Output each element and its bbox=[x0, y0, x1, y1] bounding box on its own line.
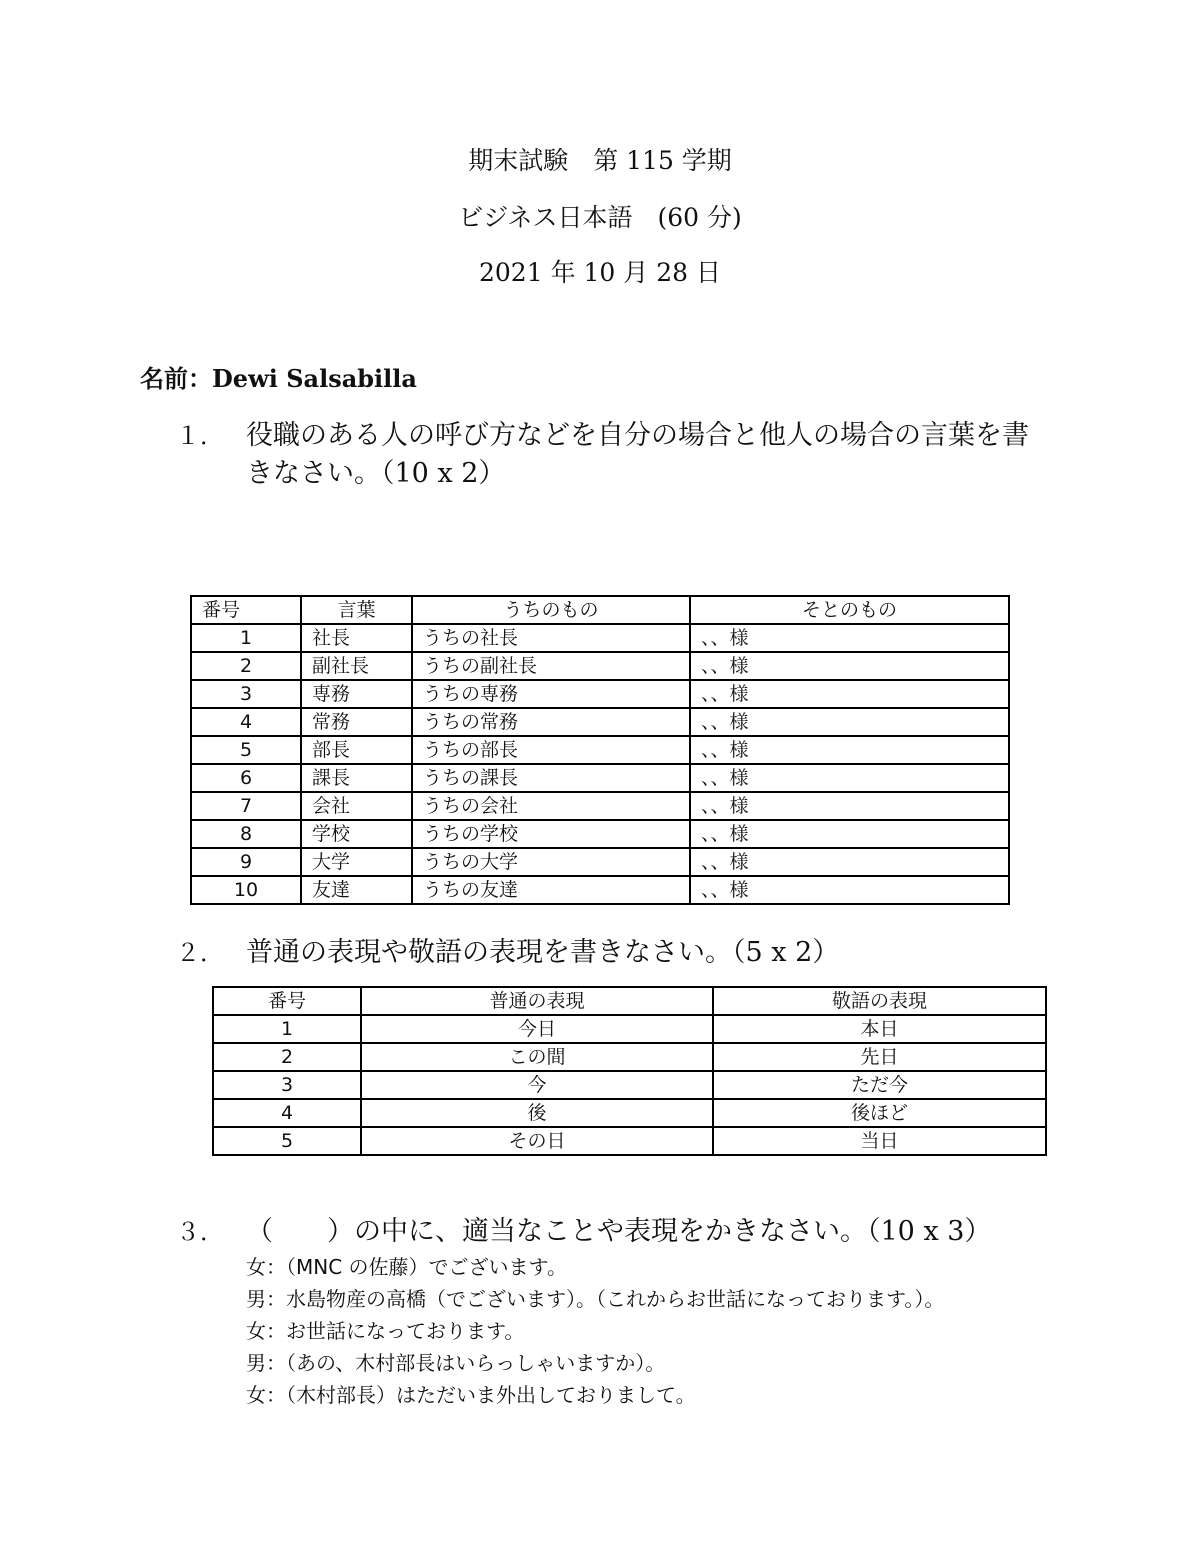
course-title: ビジネス日本語 (60 分) bbox=[458, 203, 742, 232]
table-row bbox=[213, 1043, 1046, 1071]
header-number: 番号 bbox=[213, 987, 361, 1015]
table-row bbox=[191, 792, 1009, 820]
row-number: 8 bbox=[191, 820, 301, 848]
q2-number: ２． bbox=[176, 939, 224, 967]
table-row bbox=[191, 680, 1009, 708]
q3-number: ３． bbox=[176, 1218, 224, 1246]
keigo-cell: ただ今 bbox=[713, 1071, 1046, 1099]
dialogue-line: 女：お世話になっております。 bbox=[246, 1319, 525, 1343]
row-number: 10 bbox=[191, 876, 301, 904]
word-cell: 社長 bbox=[301, 624, 412, 652]
outside-cell: 、、様 bbox=[690, 708, 1009, 736]
keigo-cell: 先日 bbox=[713, 1043, 1046, 1071]
word-cell: 友達 bbox=[301, 876, 412, 904]
q1-table bbox=[190, 595, 1010, 905]
inside-cell: うちの副社長 bbox=[412, 652, 690, 680]
dialogue-line: 女：（MNC の佐藤）でございます。 bbox=[246, 1255, 567, 1279]
row-number: 3 bbox=[191, 680, 301, 708]
table-row bbox=[191, 764, 1009, 792]
header-number: 番号 bbox=[191, 596, 301, 624]
word-cell: 常務 bbox=[301, 708, 412, 736]
table-row bbox=[191, 876, 1009, 904]
inside-cell: うちの友達 bbox=[412, 876, 690, 904]
outside-cell: 、、様 bbox=[690, 652, 1009, 680]
plain-cell: この間 bbox=[361, 1043, 713, 1071]
outside-cell: 、、様 bbox=[690, 876, 1009, 904]
table-row bbox=[191, 820, 1009, 848]
student-name: 名前：Dewi Salsabilla bbox=[140, 364, 417, 393]
table-row bbox=[191, 652, 1009, 680]
row-number: 6 bbox=[191, 764, 301, 792]
word-cell: 課長 bbox=[301, 764, 412, 792]
dialogue-line: 男：水島物産の高橋（でございます）。（これからお世話になっております。）。 bbox=[246, 1287, 945, 1311]
table-row bbox=[191, 848, 1009, 876]
table-row bbox=[213, 1127, 1046, 1155]
inside-cell: うちの学校 bbox=[412, 820, 690, 848]
row-number: 1 bbox=[191, 624, 301, 652]
q1-number: １． bbox=[176, 422, 224, 450]
outside-cell: 、、様 bbox=[690, 820, 1009, 848]
outside-cell: 、、様 bbox=[690, 680, 1009, 708]
plain-cell: 今 bbox=[361, 1071, 713, 1099]
row-number: 2 bbox=[213, 1043, 361, 1071]
plain-cell: その日 bbox=[361, 1127, 713, 1155]
row-number: 1 bbox=[213, 1015, 361, 1043]
q2-table-header-row bbox=[213, 987, 1046, 1015]
row-number: 7 bbox=[191, 792, 301, 820]
table-row bbox=[191, 736, 1009, 764]
inside-cell: うちの専務 bbox=[412, 680, 690, 708]
keigo-cell: 当日 bbox=[713, 1127, 1046, 1155]
row-number: 4 bbox=[213, 1099, 361, 1127]
outside-cell: 、、様 bbox=[690, 792, 1009, 820]
inside-cell: うちの常務 bbox=[412, 708, 690, 736]
row-number: 9 bbox=[191, 848, 301, 876]
table-row bbox=[213, 1099, 1046, 1127]
word-cell: 副社長 bbox=[301, 652, 412, 680]
header-plain: 普通の表現 bbox=[361, 987, 713, 1015]
row-number: 2 bbox=[191, 652, 301, 680]
table-row bbox=[191, 624, 1009, 652]
row-number: 5 bbox=[213, 1127, 361, 1155]
q1-table-header-row bbox=[191, 596, 1009, 624]
inside-cell: うちの会社 bbox=[412, 792, 690, 820]
inside-cell: うちの社長 bbox=[412, 624, 690, 652]
header-inside: うちのもの bbox=[412, 596, 690, 624]
q2-text: 普通の表現や敬語の表現を書きなさい。（5 x 2） bbox=[246, 937, 840, 968]
word-cell: 部長 bbox=[301, 736, 412, 764]
row-number: 5 bbox=[191, 736, 301, 764]
word-cell: 学校 bbox=[301, 820, 412, 848]
q3-text: （ ）の中に、適当なことや表現をかきなさい。（10 x 3） bbox=[246, 1216, 992, 1247]
header-outside: そとのもの bbox=[690, 596, 1009, 624]
outside-cell: 、、様 bbox=[690, 764, 1009, 792]
q1-text-line1: 役職のある人の呼び方などを自分の場合と他人の場合の言葉を書 bbox=[246, 420, 1029, 451]
dialogue-line: 男：（あの、木村部長はいらっしゃいますか）。 bbox=[246, 1351, 666, 1375]
q2-table bbox=[212, 986, 1047, 1156]
keigo-cell: 後ほど bbox=[713, 1099, 1046, 1127]
outside-cell: 、、様 bbox=[690, 624, 1009, 652]
table-row bbox=[191, 708, 1009, 736]
header-word: 言葉 bbox=[301, 596, 412, 624]
inside-cell: うちの大学 bbox=[412, 848, 690, 876]
q1-text-line2: きなさい。（10 x 2） bbox=[246, 458, 506, 489]
keigo-cell: 本日 bbox=[713, 1015, 1046, 1043]
table-row bbox=[213, 1071, 1046, 1099]
word-cell: 大学 bbox=[301, 848, 412, 876]
plain-cell: 後 bbox=[361, 1099, 713, 1127]
outside-cell: 、、様 bbox=[690, 848, 1009, 876]
exam-date: 2021 年 10 月 28 日 bbox=[479, 258, 721, 287]
dialogue-line: 女：（木村部長）はただいま外出しておりまして。 bbox=[246, 1383, 696, 1407]
exam-title: 期末試験 第 115 学期 bbox=[468, 146, 732, 175]
table-row bbox=[213, 1015, 1046, 1043]
header-keigo: 敬語の表現 bbox=[713, 987, 1046, 1015]
outside-cell: 、、様 bbox=[690, 736, 1009, 764]
inside-cell: うちの課長 bbox=[412, 764, 690, 792]
word-cell: 専務 bbox=[301, 680, 412, 708]
row-number: 4 bbox=[191, 708, 301, 736]
word-cell: 会社 bbox=[301, 792, 412, 820]
inside-cell: うちの部長 bbox=[412, 736, 690, 764]
plain-cell: 今日 bbox=[361, 1015, 713, 1043]
row-number: 3 bbox=[213, 1071, 361, 1099]
